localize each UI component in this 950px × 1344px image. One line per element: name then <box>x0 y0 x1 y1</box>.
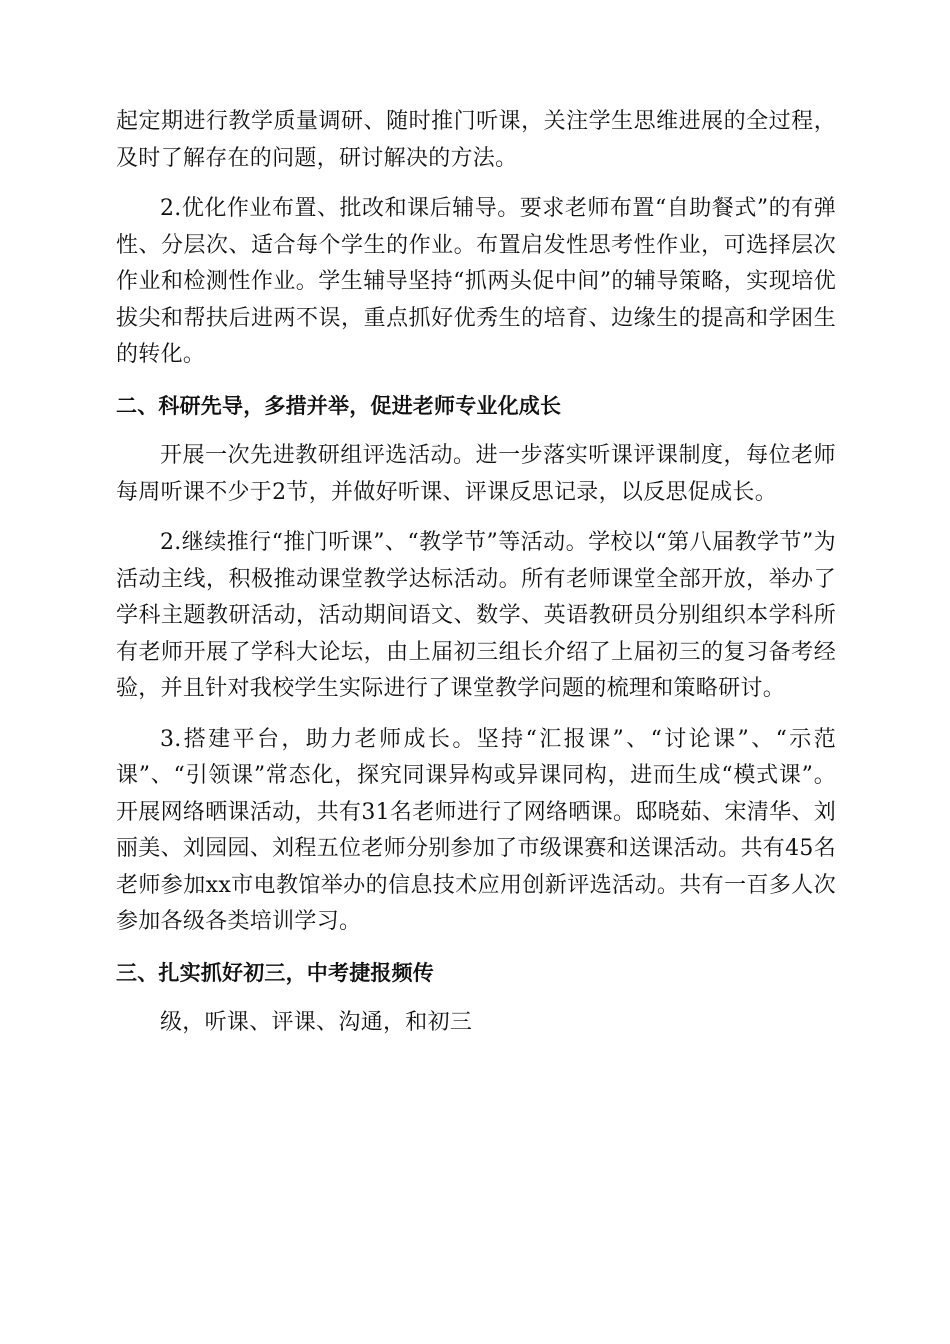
section-heading-research: 二、科研先导，多措并举，促进老师专业化成长 <box>116 393 562 418</box>
paragraph-quality-research: 起定期进行教学质量调研、随时推门听课，关注学生思维进展的全过程，及时了解存在的问题，研讨解决的方法。 <box>116 109 836 171</box>
section-heading-grade-nine: 三、扎实抓好初三，中考捷报频传 <box>116 960 434 985</box>
paragraph-teacher-growth-platform: 3.搭建平台，助力老师成长。坚持“汇报课”、“讨论课”、“示范课”、“引领课”常态化，探究同课异构或异课同构，进而生成“模式课”。开展网络晒课活动，共有31名老师进行了网络晒课。邸晓茹、宋清华、刘丽美、刘园园、刘程五位老师分别参加了市级课赛和送课活动。共有45名老师参加xx市电教馆举办的信息技术应用创新评选活动。共有一百多人次参加各级各类培训学习。 <box>116 726 836 934</box>
paragraph-teaching-group-selection: 开展一次先进教研组评选活动。进一步落实听课评课制度，每位老师每周听课不少于2节，并做好听课、评课反思记录，以反思促成长。 <box>116 443 836 505</box>
document-body <box>116 104 836 1056</box>
paragraph-homework-optimization: 2.优化作业布置、批改和课后辅导。要求老师布置“自助餐式”的有弹性、分层次、适合每个学生的作业。布置启发性思考性作业，可选择层次作业和检测性作业。学生辅导坚持“抓两头促中间”的辅导策略，实现培优拔尖和帮扶后进两不误，重点抓好优秀生的培育、边缘生的提高和学困生的转化。 <box>116 196 836 367</box>
paragraph-grade-nine-fragment: 级，听课、评课、沟通，和初三 <box>160 1010 473 1035</box>
paragraph-open-classroom: 2.继续推行“推门听课”、“教学节”等活动。学校以“第八届教学节”为活动主线，积极推动课堂教学达标活动。所有老师课堂全部开放，举办了学科主题教研活动，活动期间语文、数学、英语教研员分别组织本学科所有老师开展了学科大论坛，由上届初三组长介绍了上届初三的复习备考经验，并且针对我校学生实际进行了课堂教学问题的梳理和策略研讨。 <box>116 530 836 701</box>
